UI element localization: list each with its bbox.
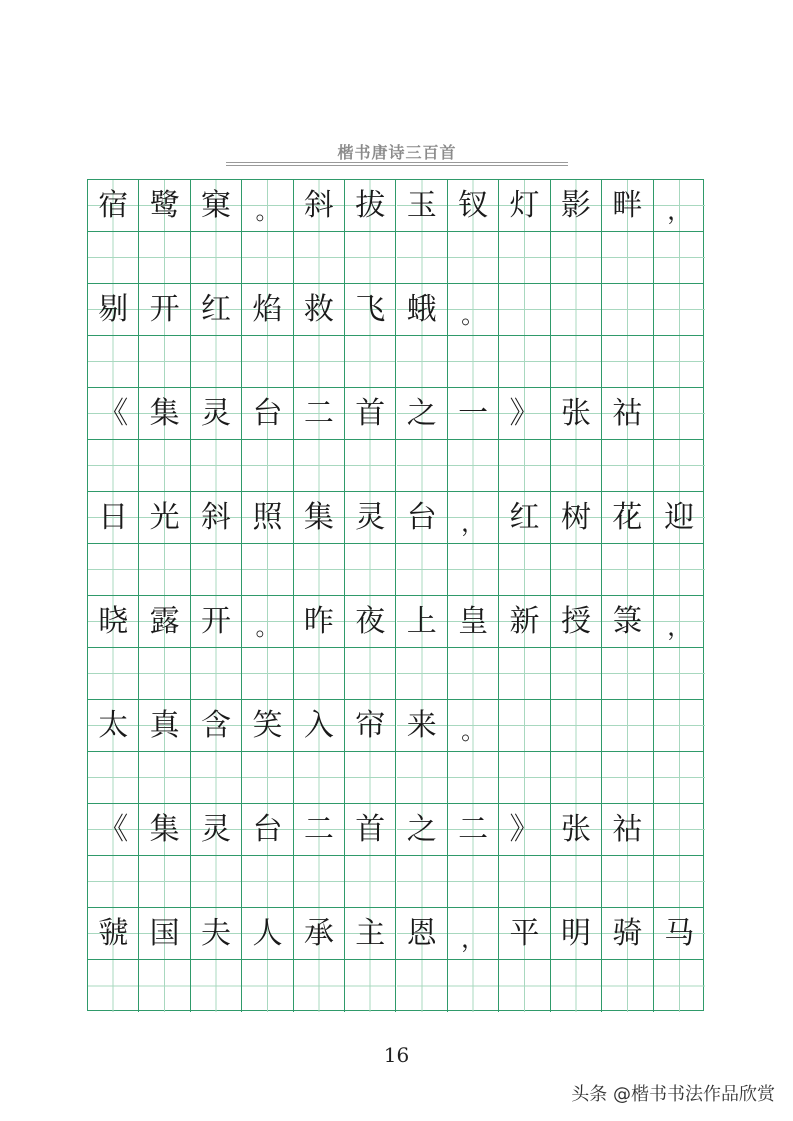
grid-cell	[294, 648, 345, 699]
grid-cell	[345, 544, 396, 595]
grid-cell: 一	[448, 388, 499, 439]
grid-cell: ，	[448, 492, 499, 543]
grid-cell: 畔	[602, 180, 653, 231]
grid-cell	[602, 648, 653, 699]
grid-cell	[294, 960, 345, 1012]
page-number: 16	[383, 1043, 410, 1067]
grid-cell: 斜	[191, 492, 242, 543]
grid-cell	[242, 336, 293, 387]
grid-cell	[345, 752, 396, 803]
grid-cell	[139, 232, 190, 283]
grid-cell	[397, 336, 448, 387]
grid-cell	[602, 284, 653, 335]
grid-cell: 拔	[345, 180, 396, 231]
grid-cell: 明	[551, 908, 602, 959]
grid-cell: 灵	[345, 492, 396, 543]
grid-cell: 玉	[397, 180, 448, 231]
grid-cell	[654, 544, 705, 595]
grid-cell: 照	[242, 492, 293, 543]
grid-cell: 灵	[191, 388, 242, 439]
grid-cell	[242, 440, 293, 491]
grid-cell: 。	[242, 596, 293, 647]
grid-cell	[654, 284, 705, 335]
grid-cell	[499, 284, 550, 335]
page-title: 楷书唐诗三百首	[337, 143, 457, 162]
grid-cell: 露	[139, 596, 190, 647]
grid-cell: ，	[654, 596, 705, 647]
grid-cell	[345, 960, 396, 1012]
grid-row	[88, 492, 703, 544]
grid-cell	[602, 752, 653, 803]
watermark-text: 头条 @楷书书法作品欣赏	[571, 1084, 775, 1105]
grid-cell	[139, 752, 190, 803]
grid-cell: 。	[242, 180, 293, 231]
grid-cell: 骑	[602, 908, 653, 959]
grid-cell: 授	[551, 596, 602, 647]
grid-cell: 影	[551, 180, 602, 231]
grid-row	[88, 700, 703, 752]
grid-cell: 真	[139, 700, 190, 751]
grid-cell: 含	[191, 700, 242, 751]
grid-cell	[294, 336, 345, 387]
grid-cell: 皇	[448, 596, 499, 647]
grid-cell	[345, 440, 396, 491]
grid-cell	[602, 232, 653, 283]
grid-cell: 二	[448, 804, 499, 855]
grid-cell: 开	[191, 596, 242, 647]
grid-cell: 之	[397, 388, 448, 439]
grid-row	[88, 284, 703, 336]
grid-cell	[551, 232, 602, 283]
grid-cell	[654, 388, 705, 439]
grid-cell	[551, 336, 602, 387]
grid-cell	[191, 960, 242, 1012]
grid-cell	[397, 960, 448, 1012]
grid-cell	[551, 960, 602, 1012]
grid-cell	[294, 440, 345, 491]
grid-cell	[551, 752, 602, 803]
grid-cell	[448, 544, 499, 595]
grid-cell	[242, 544, 293, 595]
grid-cell	[88, 960, 139, 1012]
grid-cell	[654, 336, 705, 387]
grid-cell	[345, 648, 396, 699]
grid-cell	[654, 440, 705, 491]
grid-row	[88, 596, 703, 648]
grid-cell: 平	[499, 908, 550, 959]
grid-cell: 台	[242, 804, 293, 855]
grid-cell: 台	[397, 492, 448, 543]
grid-cell	[499, 544, 550, 595]
grid-cell: 红	[499, 492, 550, 543]
grid-cell: 开	[139, 284, 190, 335]
grid-cell	[88, 752, 139, 803]
grid-cell	[345, 336, 396, 387]
grid-cell: ，	[448, 908, 499, 959]
grid-cell	[499, 960, 550, 1012]
grid-cell: 剔	[88, 284, 139, 335]
grid-cell	[448, 336, 499, 387]
grid-cell	[654, 960, 705, 1012]
grid-cell	[191, 336, 242, 387]
grid-cell	[345, 232, 396, 283]
grid-cell: 张	[551, 388, 602, 439]
grid-cell: 首	[345, 804, 396, 855]
grid-cell: 红	[191, 284, 242, 335]
grid-cell	[654, 804, 705, 855]
grid-cell: 日	[88, 492, 139, 543]
grid-cell: 祜	[602, 804, 653, 855]
grid-cell: 来	[397, 700, 448, 751]
grid-cell: 新	[499, 596, 550, 647]
grid-cell: 张	[551, 804, 602, 855]
grid-cell	[191, 544, 242, 595]
grid-cell	[551, 440, 602, 491]
grid-cell: 台	[242, 388, 293, 439]
grid-cell: 救	[294, 284, 345, 335]
grid-cell	[499, 336, 550, 387]
grid-cell: 集	[294, 492, 345, 543]
grid-cell: 首	[345, 388, 396, 439]
grid-cell	[397, 752, 448, 803]
grid-cell	[602, 336, 653, 387]
grid-cell: 箓	[602, 596, 653, 647]
grid-cell	[191, 856, 242, 907]
grid-row	[88, 648, 703, 700]
grid-cell	[191, 232, 242, 283]
grid-cell	[139, 544, 190, 595]
grid-cell: 。	[448, 700, 499, 751]
grid-cell	[448, 752, 499, 803]
grid-cell	[139, 960, 190, 1012]
grid-cell: 集	[139, 804, 190, 855]
grid-cell	[499, 440, 550, 491]
grid-cell	[88, 440, 139, 491]
grid-cell	[242, 232, 293, 283]
grid-cell	[88, 648, 139, 699]
grid-cell: 树	[551, 492, 602, 543]
grid-cell	[654, 700, 705, 751]
grid-cell	[499, 752, 550, 803]
grid-cell	[551, 648, 602, 699]
grid-cell: 焰	[242, 284, 293, 335]
grid-row	[88, 960, 703, 1012]
grid-cell: 蛾	[397, 284, 448, 335]
grid-cell	[294, 856, 345, 907]
grid-cell: 上	[397, 596, 448, 647]
grid-cell: 祜	[602, 388, 653, 439]
grid-cell	[88, 336, 139, 387]
grid-cell	[242, 856, 293, 907]
grid-cell: 承	[294, 908, 345, 959]
grid-cell	[602, 856, 653, 907]
grid-cell: 钗	[448, 180, 499, 231]
grid-cell	[294, 752, 345, 803]
grid-cell	[448, 648, 499, 699]
grid-cell	[654, 232, 705, 283]
grid-cell	[654, 648, 705, 699]
grid-cell: 晓	[88, 596, 139, 647]
grid-cell: 光	[139, 492, 190, 543]
grid-cell	[139, 648, 190, 699]
grid-cell	[499, 856, 550, 907]
grid-cell: 飞	[345, 284, 396, 335]
grid-cell: 笑	[242, 700, 293, 751]
grid-cell	[345, 856, 396, 907]
grid-cell: 二	[294, 388, 345, 439]
grid-cell	[191, 440, 242, 491]
grid-row	[88, 856, 703, 908]
grid-cell: 夫	[191, 908, 242, 959]
grid-row	[88, 336, 703, 388]
grid-cell	[551, 856, 602, 907]
practice-grid	[87, 179, 704, 1011]
grid-cell: 。	[448, 284, 499, 335]
header-divider	[226, 162, 568, 166]
grid-cell	[294, 232, 345, 283]
grid-cell	[242, 960, 293, 1012]
grid-cell: ，	[654, 180, 705, 231]
grid-cell	[139, 856, 190, 907]
grid-row	[88, 544, 703, 596]
grid-cell	[191, 648, 242, 699]
grid-row	[88, 804, 703, 856]
grid-cell: 》	[499, 804, 550, 855]
grid-cell	[654, 752, 705, 803]
grid-cell: 夜	[345, 596, 396, 647]
grid-row	[88, 232, 703, 284]
grid-cell	[88, 232, 139, 283]
grid-cell: 昨	[294, 596, 345, 647]
grid-cell	[499, 700, 550, 751]
grid-cell: 马	[654, 908, 705, 959]
grid-cell: 》	[499, 388, 550, 439]
grid-cell	[551, 284, 602, 335]
grid-cell: 灯	[499, 180, 550, 231]
grid-cell: 集	[139, 388, 190, 439]
grid-cell	[139, 440, 190, 491]
grid-cell	[602, 440, 653, 491]
grid-cell: 二	[294, 804, 345, 855]
grid-cell: 帘	[345, 700, 396, 751]
grid-row	[88, 752, 703, 804]
grid-cell	[397, 232, 448, 283]
grid-cell	[397, 440, 448, 491]
grid-cell	[499, 232, 550, 283]
grid-cell: 人	[242, 908, 293, 959]
grid-cell: 太	[88, 700, 139, 751]
grid-row	[88, 440, 703, 492]
grid-cell	[448, 960, 499, 1012]
grid-cell	[397, 544, 448, 595]
grid-cell	[602, 544, 653, 595]
grid-cell: 恩	[397, 908, 448, 959]
grid-cell	[397, 648, 448, 699]
grid-cell: 迎	[654, 492, 705, 543]
grid-cell	[499, 648, 550, 699]
grid-cell	[191, 752, 242, 803]
grid-cell	[551, 544, 602, 595]
grid-cell	[448, 232, 499, 283]
grid-row	[88, 908, 703, 960]
grid-cell	[139, 336, 190, 387]
grid-cell: 灵	[191, 804, 242, 855]
grid-cell: 斜	[294, 180, 345, 231]
grid-row	[88, 388, 703, 440]
grid-cell: 窠	[191, 180, 242, 231]
grid-cell	[654, 856, 705, 907]
grid-cell	[294, 544, 345, 595]
grid-cell: 主	[345, 908, 396, 959]
grid-cell	[88, 544, 139, 595]
grid-cell: 入	[294, 700, 345, 751]
grid-cell: 国	[139, 908, 190, 959]
grid-cell: 之	[397, 804, 448, 855]
grid-row	[88, 180, 703, 232]
grid-cell	[551, 700, 602, 751]
grid-cell	[448, 440, 499, 491]
grid-cell	[397, 856, 448, 907]
grid-cell: 宿	[88, 180, 139, 231]
grid-cell	[602, 700, 653, 751]
grid-cell: 花	[602, 492, 653, 543]
grid-cell: 《	[88, 388, 139, 439]
grid-cell	[88, 856, 139, 907]
grid-cell	[448, 856, 499, 907]
grid-cell	[602, 960, 653, 1012]
grid-cell	[242, 648, 293, 699]
grid-cell: 虢	[88, 908, 139, 959]
grid-cell: 《	[88, 804, 139, 855]
grid-cell	[242, 752, 293, 803]
grid-cell: 鹭	[139, 180, 190, 231]
